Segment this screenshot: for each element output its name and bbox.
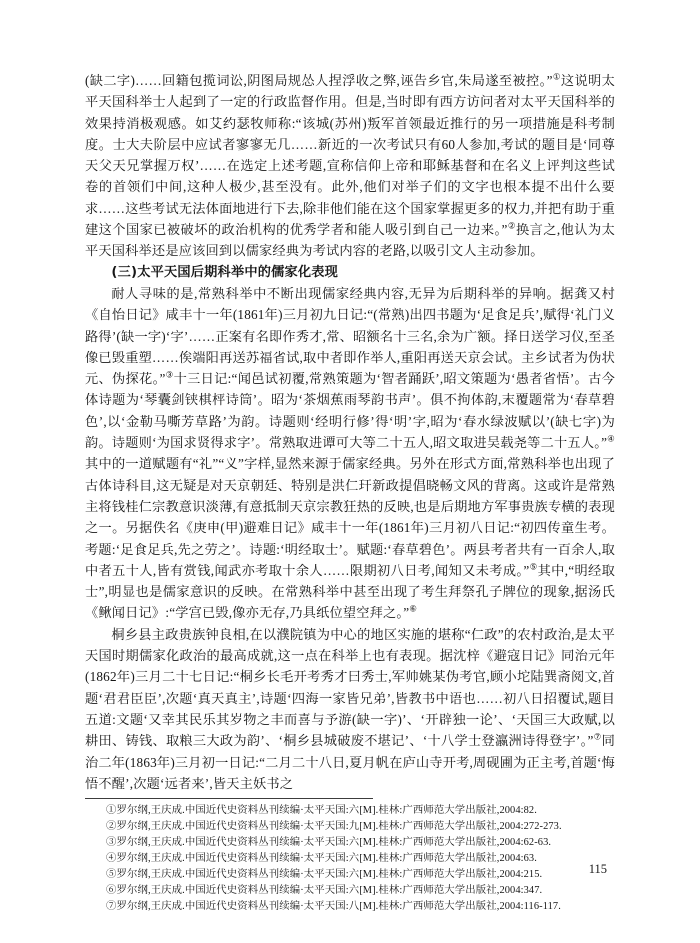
paragraph-continuation: (缺二字)……回籍包揽词讼,阴图局规怂人捏浮收之弊,诬告乡官,朱局遂至被控。”①这说明太平天国科举士人起到了一定的行政监督作用。但是,当时即有西方访问者对太平天国科举的效果持消极观感。如艾约瑟牧师称:“该城(苏州)叛军首领最近推行的另一项措施是科考制度。士大夫阶层中应试者寥寥无几……新近的一次考试只有60人参加,考试的题目是‘同尊天父天兄掌握万权’……在选定上述考题,宣称信仰上帝和耶稣基督和在名义上评判这些试卷的首领们中间,这种人极少,甚至没有。此外,他们对举子们的文字也根本提不出什么要求……这些考试无法体面地进行下去,除非他们能在这个国家掌握更多的权力,并把有助于重建这个国家已被破坏的政治机构的优秀学者和能人吸引到自己一边来。”②换言之,他认为太平天国科举还是应该回到以儒家经典为考试内容的老路,以吸引文人主动参加。 (85, 71, 615, 259)
footnote-ref: ① (552, 71, 561, 82)
footnote-item: ⑥罗尔纲,王庆成.中国近代史资料丛刊续编·太平天国:六[M].桂林:广西师范大学出版社,2004:347. (106, 884, 543, 896)
paragraph-tongxiang-exams: 桐乡县主政贵族钟良相,在以濮院镇为中心的地区实施的堪称“仁政”的农村政治,是太平天国时期儒家化政治的最高成就,这一点在科举上也有表现。据沈梓《避寇日记》同治元年(1862年)三月二十七日记:“桐乡长毛开考秀才曰秀士,军帅姚某伪考官,顾小坨陆巽斋阅文,首题‘君君臣臣’,次题‘真天真主’,诗题‘四海一家皆兄弟’,皆教书中语也……初八日招覆试,题目五道:文题‘又幸其民乐其岁物之丰而喜与予游(缺一字)’、‘开辟独一论’、‘天国三大政赋,以耕田、铸钱、取粮三大政为韵’、‘桐乡县城破废不堪记’、‘十八学士登瀛洲诗得登字’。”⑦同治二年(1863年)三月初一日记:“二月二十八日,夏月帆在庐山寺开考,周砚圃为正主考,首题‘悔悟不醒’,次题‘远者来’,皆天主妖书之 (85, 626, 615, 791)
page-number: 115 (588, 862, 607, 876)
footnote-item: ③罗尔纲,王庆成.中国近代史资料丛刊续编·太平天国:六[M].桂林:广西师范大学出版社,2004:62-63. (106, 836, 552, 848)
section-heading: (三)太平天国后期科举中的儒家化表现 (111, 264, 339, 280)
footnote-item: ①罗尔纲,王庆成.中国近代史资料丛刊续编·太平天国:六[M].桂林:广西师范大学出版社,2004:82. (106, 805, 537, 817)
text-block (85, 70, 615, 914)
footnote-ref: ⑦ (593, 731, 602, 742)
footnote-separator (85, 798, 373, 799)
footnote-ref: ④ (607, 433, 615, 444)
paragraph-changshu-exams: 耐人寻味的是,常熟科举中不断出现儒家经典内容,无异为后期科举的异响。据龚又村《自怡日记》咸丰十一年(1861年)三月初九日记:“(常熟)出四书题为‘足食足兵’,赋得‘礼门义路得’(缺一字)‘字’……正案有名即作秀才,常、昭额名十三名,余为广额。择日送学习仪,至圣像已毁重塑……俟端阳再送苏福省试,取中者即作举人,重阳再送天京会试。主乡试者为伪状元、伪探花。”③十三日记:“闻邑试初覆,常熟策题为‘智者踊跃’,昭文策题为‘愚者省悟’。古今体诗题为‘琴囊剑铗棋枰诗筒’。昭为‘茶烟蕉雨琴韵书声’。俱不拘体韵,末覆题常为‘春草碧色’,以‘金勒马嘶芳草路’为韵。诗题则‘经明行修’得‘明’字,昭为‘春水绿波赋以’(缺七字)为韵。诗题则‘为国求贤得求字’。常熟取进谭可大等二十五人,昭文取进吴载尧等二十五人。”④其中的一道赋题有“礼”“义”字样,显然来源于儒家经典。另外在形式方面,常熟科举也出现了古体诗科目,这无疑是对天京朝廷、特别是洪仁玕新政提倡晓畅文风的背离。这或许是常熟主将钱桂仁宗教意识淡薄,有意抵制天京宗教狂热的反映,也是后期地方军事贵族专横的表现之一。另据佚名《庚申(甲)避难日记》咸丰十一年(1861年)三月初八日记:“初四传童生考。考题:‘足食足兵,先之劳之’。诗题:‘明经取士’。赋题:‘春草碧色’。两县考者共有一百余人,取中者五十人,皆有赏钱,闻武亦考取十余人……限期初八日考,闻知又未考成。”⑤其中,“明经取士”,明显也是儒家意识的反映。在常熟科举中甚至出现了考生拜祭孔子牌位的现象,据汤氏《鳅闻日记》:“学宫已毁,像亦无存,乃具纸位望空拜之。”⑥ (85, 285, 615, 621)
footnote-ref: ② (507, 220, 516, 231)
footnote-ref: ⑥ (409, 604, 418, 615)
footnote-item: ⑤罗尔纲,王庆成.中国近代史资料丛刊续编·太平天国:六[M].桂林:广西师范大学出版社,2004:215. (106, 868, 543, 880)
footnote-ref: ③ (165, 369, 174, 380)
footnote-item: ②罗尔纲,王庆成.中国近代史资料丛刊续编·太平天国:九[M].桂林:广西师范大学出版社,2004:272-273. (106, 821, 562, 832)
footnote-ref: ⑤ (529, 561, 538, 572)
footnotes-section (85, 803, 615, 914)
footnote-item: ⑦罗尔纲,王庆成.中国近代史资料丛刊续编·太平天国:八[M].桂林:广西师范大学出版社,2004:116-117. (106, 900, 561, 912)
footnote-item: ④罗尔纲,王庆成.中国近代史资料丛刊续编·太平天国:六[M].桂林:广西师范大学出版社,2004:63. (106, 852, 537, 864)
